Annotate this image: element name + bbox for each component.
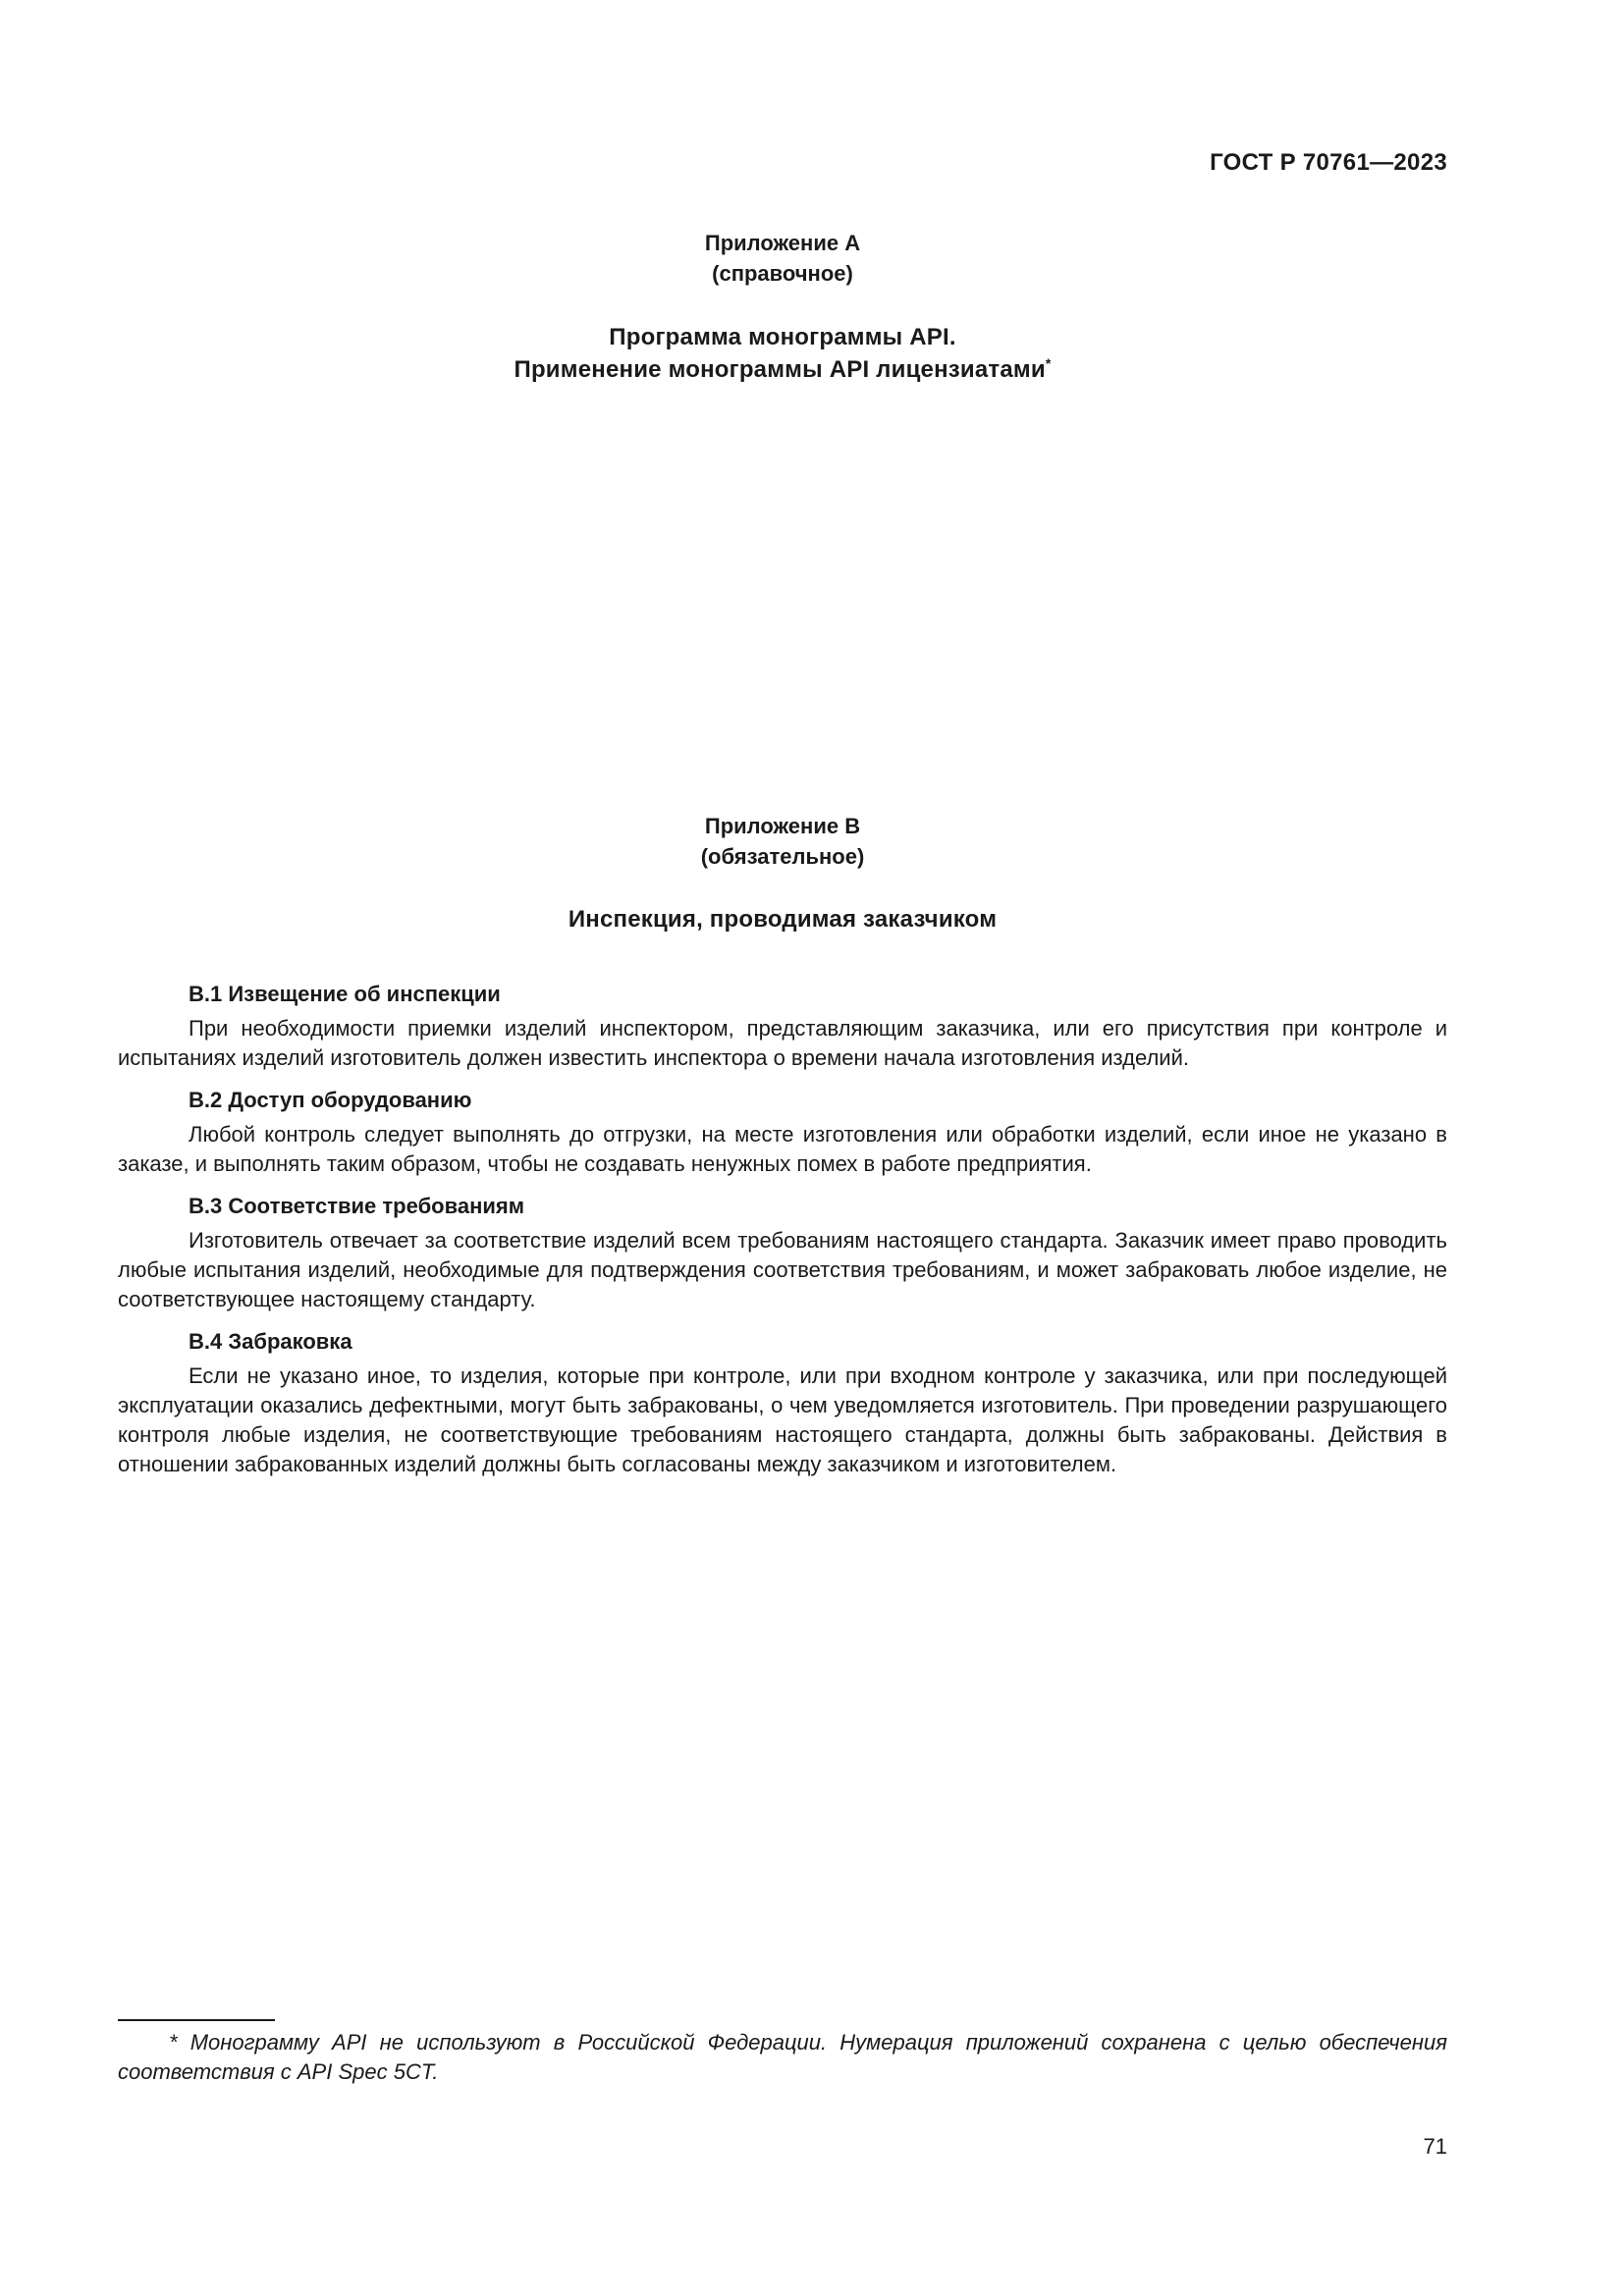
annex-a-label: Приложение А bbox=[704, 231, 861, 255]
annex-b-body bbox=[118, 979, 1447, 1491]
section-heading: В.4 Забраковка bbox=[189, 1329, 352, 1354]
section-b1 bbox=[118, 979, 1447, 1073]
page-number: 71 bbox=[1423, 2134, 1447, 2159]
section-heading: В.3 Соответствие требованиям bbox=[189, 1194, 524, 1218]
annex-b-title: Инспекция, проводимая заказчиком bbox=[568, 906, 998, 933]
annex-b-heading bbox=[118, 811, 1447, 872]
annex-a-heading bbox=[118, 228, 1447, 289]
section-heading: В.1 Извещение об инспекции bbox=[189, 982, 501, 1006]
section-b2 bbox=[118, 1085, 1447, 1179]
annex-a-title-line2-wrap bbox=[118, 353, 1447, 386]
section-paragraph: При необходимости приемки изделий инспектором, представляющим заказчика, или его присутствия при контроле и испытаниях изделий изготовитель должен известить инспектора о времени начала изготовления изделий. bbox=[118, 1016, 1447, 1070]
annex-b-status: (обязательное) bbox=[700, 844, 865, 869]
annex-a-title bbox=[118, 321, 1447, 386]
footnote-separator bbox=[118, 2019, 275, 2021]
annex-a-title-line2: Применение монограммы API лицензиатами bbox=[514, 356, 1046, 383]
section-b3 bbox=[118, 1191, 1447, 1314]
section-paragraph: Любой контроль следует выполнять до отгрузки, на месте изготовления или обработки изделий, если иное не указано в заказе, и выполнять таким образом, чтобы не создавать ненужных помех в работе предприятия. bbox=[118, 1122, 1447, 1176]
annex-a-status: (справочное) bbox=[712, 261, 853, 286]
footnote-text: * Монограмму API не используют в Российской Федерации. Нумерация приложений сохранена с целью обеспечения соответствия с API Spec 5CT. bbox=[118, 2030, 1447, 2084]
section-heading: В.2 Доступ оборудованию bbox=[189, 1088, 472, 1112]
section-b4 bbox=[118, 1326, 1447, 1479]
annex-b-label: Приложение В bbox=[704, 814, 861, 838]
section-paragraph: Изготовитель отвечает за соответствие изделий всем требованиям настоящего стандарта. Заказчик имеет право проводить любые испытания изделий, необходимые для подтверждения соответствия требованиям, и может забраковать любое изделие, не соответствующее настоящему стандарту. bbox=[118, 1228, 1447, 1311]
annex-a-title-line1: Программа монограммы API. bbox=[609, 324, 956, 350]
footnote-reference-mark: * bbox=[1045, 355, 1052, 371]
standard-number: ГОСТ Р 70761—2023 bbox=[1210, 149, 1447, 176]
section-paragraph: Если не указано иное, то изделия, которые при контроле, или при входном контроле у заказчика, или при последующей эксплуатации оказались дефектными, могут быть забракованы, о чем уведомляется изготовитель. При проведении разрушающего контроля любые изделия, не соответствующие требованиям настоящего стандарта, должны быть забракованы. Действия в отношении забракованных изделий должны быть согласованы между заказчиком и изготовителем. bbox=[118, 1363, 1447, 1476]
